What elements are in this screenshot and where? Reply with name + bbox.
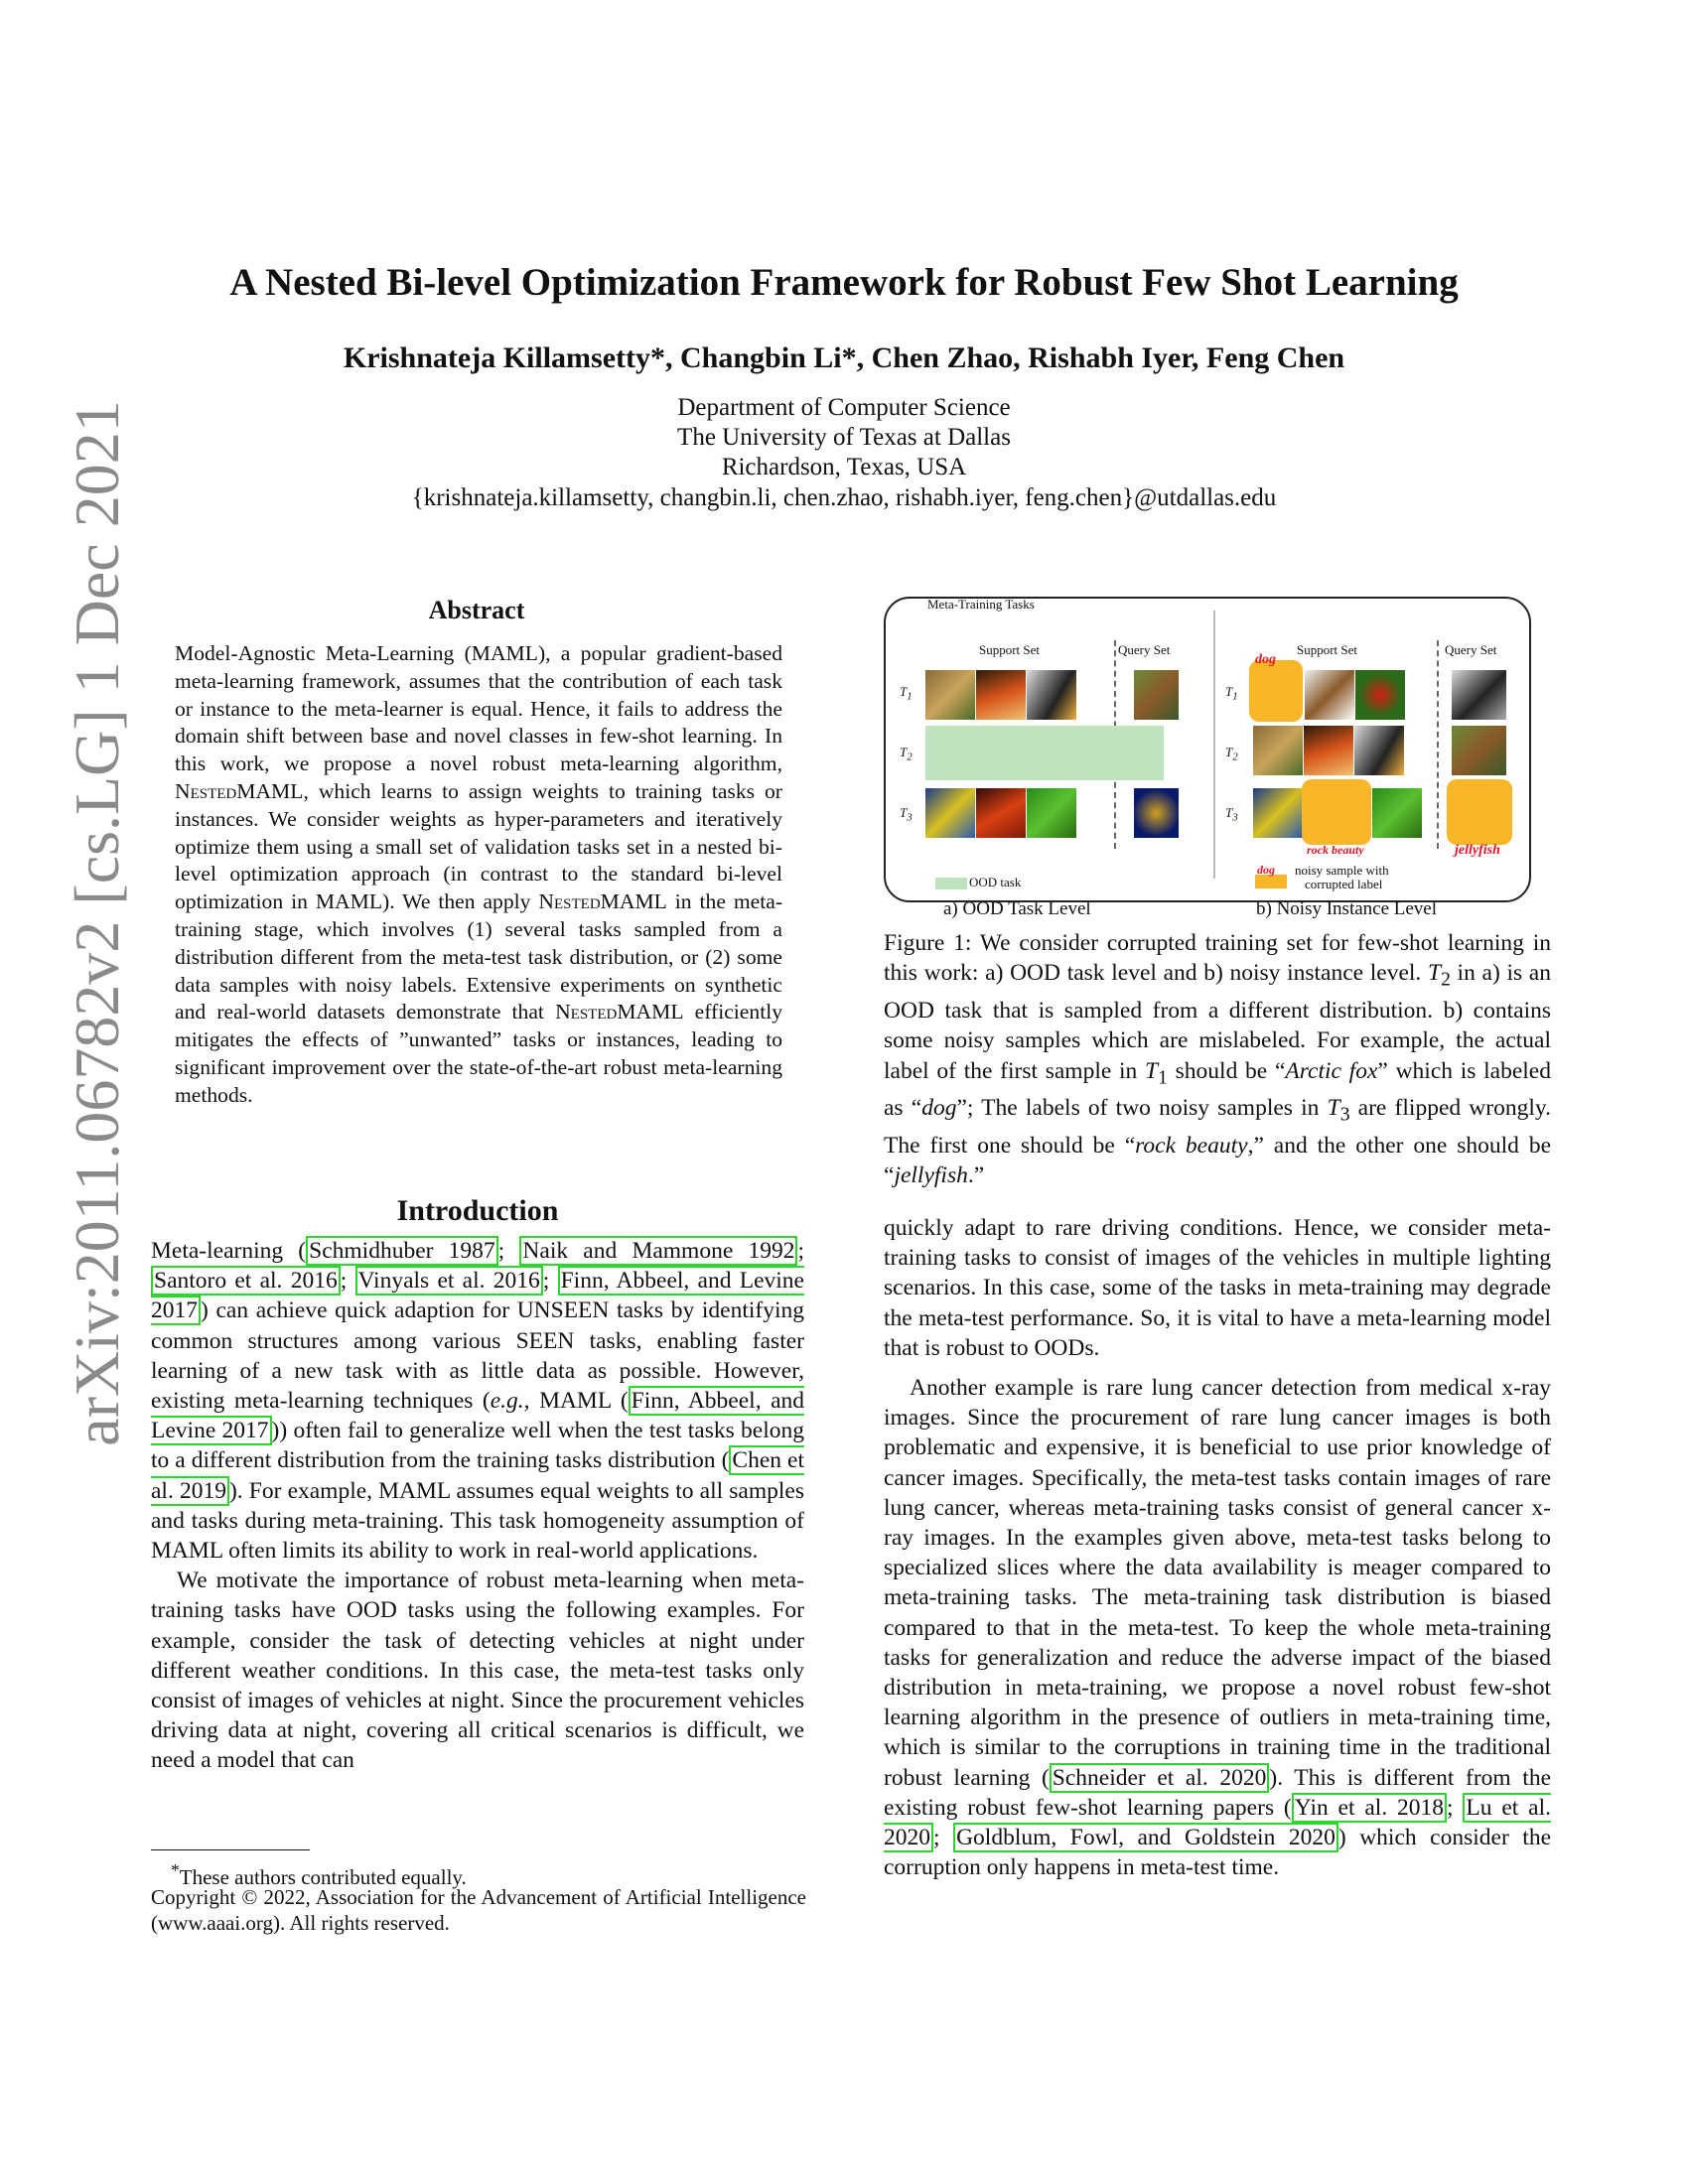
noisy-sample-box bbox=[1447, 779, 1512, 845]
noisy-legend-line1: noisy sample with bbox=[1295, 863, 1389, 878]
leaf-image bbox=[1027, 788, 1076, 838]
citation-link[interactable]: Finn, Abbeel, and Levine 2017 bbox=[151, 1388, 805, 1444]
bird-image bbox=[925, 670, 975, 720]
leaf-image bbox=[1372, 788, 1422, 838]
query-divider bbox=[1437, 640, 1439, 849]
row-label-t2: $T_2$ bbox=[900, 745, 913, 763]
subfigure-a-caption: a) OOD Task Level bbox=[943, 898, 1091, 919]
query-bird-image bbox=[1452, 726, 1506, 775]
figure-caption: Figure 1: We consider corrupted training set for few-shot learning in this work: a) OOD task level and b) noisy instance level. $T_2$ in a) is an OOD task that is sampled from a different distribution. b) contains some noisy samples which are mislabeled. For example, the actual label of the first sample in $T_1$ should be “Arctic fox” which is labeled as “dog”; The labels of two noisy samples in $T_3$ are flipped wrongly. The first one should be “rock beauty,” and the other one should be “jellyfish.” bbox=[884, 930, 1552, 1189]
row-label-t3: $T_3$ bbox=[1225, 805, 1238, 824]
footnote-rule bbox=[151, 1849, 310, 1850]
query-dog-image bbox=[1452, 670, 1506, 720]
paper-title: A Nested Bi-level Optimization Framework for Robust Few Shot Learning bbox=[229, 261, 1459, 304]
dog-image bbox=[1305, 670, 1354, 720]
citation-link[interactable]: Naik and Mammone 1992 bbox=[519, 1236, 797, 1266]
citation-link[interactable]: Schmidhuber 1987 bbox=[306, 1236, 498, 1266]
abstract-body: Model-Agnostic Meta-Learning (MAML), a popular gradient-based meta-learning framework, assumes that the contribution of each task or instance to the meta-learner is equal. Hence, it fails to address the domain shift between base and novel classes in few-shot learning. In this work, we propose a novel robust meta-learning algorithm, NestedMAML, which learns to assign weights to training tasks or instances. We consider weights as hyper-parameters and iteratively optimize them using a small set of validation tasks set in a nested bi-level optimization approach (in contrast to the standard bi-level optimization in MAML). We then apply NestedMAML in the meta-training stage, which involves (1) several tasks sampled from a distribution different from the meta-test task distribution, or (2) some data samples with noisy labels. Extensive experiments on synthetic and real-world datasets demonstrate that NestedMAML efficiently mitigates the effects of ”unwanted” tasks or instances, leading to significant improvement over the state-of-the-art robust meta-learning methods. bbox=[175, 641, 783, 1107]
intro-paragraph-1: Meta-learning ( Schmidhuber 1987 ; Naik and Mammone 1992 ; Santoro et al. 2016 ; Vinyals et al. 2016 ; Finn, Abbeel, and Levine 2017 ) can achieve quick adaption for UNSEEN tasks by identifying common structures among various SEEN tasks, enabling faster learning of a new task with as little data as possible. However, existing meta-learning techniques (e.g., MAML ( Finn, Abbeel, and Levine 2017 )) often fail to generalize well when the test tasks belong to a different distribution from the training tasks distribution ( Chen et al. 2019 ). For example, MAML assumes equal weights to all samples and tasks during meta-training. This task homogeneity assumption of MAML often limits its ability to work in real-world applications. bbox=[151, 1238, 805, 1565]
intro-paragraph-2-continued: quickly adapt to rare driving conditions. Hence, we consider meta-training tasks to consist of images of the vehicles in multiple lighting scenarios. In this case, some of the tasks in meta-training may degrade the meta-test performance. So, it is vital to have a meta-learning model that is robust to OODs. bbox=[884, 1215, 1551, 1361]
row-label-t2: $T_2$ bbox=[1225, 745, 1238, 763]
query-set-label: Query Set bbox=[1118, 642, 1171, 657]
introduction-right-column bbox=[884, 1213, 1551, 1882]
noisy-sample-box bbox=[1302, 779, 1371, 845]
ladybug-image bbox=[1355, 670, 1405, 720]
figure-box-title: Meta-Training Tasks bbox=[927, 597, 1035, 612]
author-list: Krishnateja Killamsetty*, Changbin Li*, Chen Zhao, Rishabh Iyer, Feng Chen bbox=[343, 341, 1345, 374]
introduction-heading: Introduction bbox=[396, 1194, 559, 1227]
toucan-image bbox=[1354, 726, 1404, 775]
fish-image bbox=[1253, 788, 1303, 838]
ood-task-bar bbox=[925, 726, 1164, 780]
intro-paragraph-2: We motivate the importance of robust meta-learning when meta-training tasks have OOD tasks using the following examples. For example, consider the task of detecting vehicles at night under different weather conditions. In this case, the meta-test tasks only consist of images of vehicles at night. Since the procurement vehicles driving data at night, covering all critical scenarios is difficult, we need a model that can bbox=[151, 1568, 804, 1774]
toucan-image bbox=[1027, 670, 1076, 720]
method-name: NestedMAML bbox=[555, 1000, 684, 1024]
ood-legend-swatch bbox=[935, 878, 967, 889]
method-name: NestedMAML bbox=[538, 889, 667, 914]
citation-link[interactable]: Goldblum, Fowl, and Goldstein 2020 bbox=[953, 1823, 1338, 1852]
citation-link[interactable]: Finn, Abbeel, and Levine 2017 bbox=[151, 1268, 804, 1324]
citation-link[interactable]: Schneider et al. 2020 bbox=[1050, 1763, 1270, 1793]
noisy-label-dog: dog bbox=[1255, 652, 1276, 667]
footnote: *These authors contributed equally. bbox=[171, 1860, 467, 1889]
affiliation-location: Richardson, Texas, USA bbox=[721, 454, 967, 480]
citation-link[interactable]: Santoro et al. 2016 bbox=[151, 1266, 341, 1296]
citation-link[interactable]: Yin et al. 2018 bbox=[1292, 1793, 1447, 1823]
citation-link[interactable]: Chen et al. 2019 bbox=[151, 1447, 804, 1504]
support-set-label: Support Set bbox=[1297, 642, 1358, 657]
method-name: NestedMAML bbox=[175, 778, 304, 803]
affiliation-university: The University of Texas at Dallas bbox=[677, 424, 1011, 451]
abstract-heading: Abstract bbox=[428, 596, 525, 624]
fish-image bbox=[925, 788, 975, 838]
noisy-legend-line2: corrupted label bbox=[1305, 877, 1383, 891]
lobster-image bbox=[976, 788, 1026, 838]
ood-legend-label: OOD task bbox=[969, 875, 1022, 889]
query-bird-image bbox=[1134, 670, 1179, 720]
bird-image bbox=[1253, 726, 1303, 775]
arxiv-stamp: arXiv:2011.06782v2 [cs.LG] 1 Dec 2021 bbox=[62, 400, 132, 1446]
row-label-t1: $T_1$ bbox=[900, 684, 913, 703]
query-set-label: Query Set bbox=[1445, 642, 1497, 657]
citation-link[interactable]: Vinyals et al. 2016 bbox=[355, 1266, 543, 1296]
citation-link[interactable]: Lu et al. 2020 bbox=[884, 1794, 1552, 1851]
query-fish-image bbox=[1134, 788, 1179, 838]
affiliation-department: Department of Computer Science bbox=[677, 394, 1011, 421]
subfigure-b-caption: b) Noisy Instance Level bbox=[1256, 898, 1438, 919]
panel-divider bbox=[1213, 611, 1215, 879]
support-set-label: Support Set bbox=[979, 642, 1041, 657]
figure-1 bbox=[884, 597, 1531, 902]
row-label-t1: $T_1$ bbox=[1225, 684, 1238, 703]
affiliation-emails: {krishnateja.killamsetty, changbin.li, chen.zhao, rishabh.iyer, feng.chen}@utdallas.edu bbox=[411, 484, 1277, 511]
animal-image bbox=[1304, 726, 1353, 775]
intro-paragraph-3: Another example is rare lung cancer detection from medical x-ray images. Since the procurement of rare lung cancer images is both problematic and expensive, it is beneficial to use prior knowledge of cancer images. Specifically, the meta-test tasks contain images of rare lung cancer, whereas meta-training tasks consist of general cancer x-ray images. In the examples given above, meta-test tasks belong to specialized slices where the data availability is meager compared to meta-training tasks. The meta-training task distribution is biased compared to that in the meta-test. To keep the whole meta-training tasks for generalization and reduce the adverse impact of the biased distribution in meta-training, we propose a novel robust few-shot learning algorithm in the presence of outliers in meta-training time, which is similar to the corruptions in training time in the traditional robust learning ( Schneider et al. 2020 ). This is different from the existing robust few-shot learning papers ( Yin et al. 2018 ; Lu et al. 2020 ; Goldblum, Fowl, and Goldstein 2020 ) which consider the corruption only happens in meta-test time. bbox=[884, 1375, 1552, 1881]
animal-image bbox=[976, 670, 1026, 720]
row-label-t3: $T_3$ bbox=[900, 805, 913, 824]
noisy-label-jellyfish: jellyfish bbox=[1455, 843, 1500, 858]
noisy-label-rock-beauty: rock beauty bbox=[1307, 843, 1364, 857]
noisy-legend-tag: dog bbox=[1257, 863, 1275, 877]
noisy-sample-box bbox=[1249, 660, 1303, 722]
copyright-notice: Copyright © 2022, Association for the Advancement of Artificial Intelligence (www.aaai.org). All rights reserved. bbox=[151, 1885, 806, 1935]
introduction-left-column bbox=[151, 1236, 804, 1776]
